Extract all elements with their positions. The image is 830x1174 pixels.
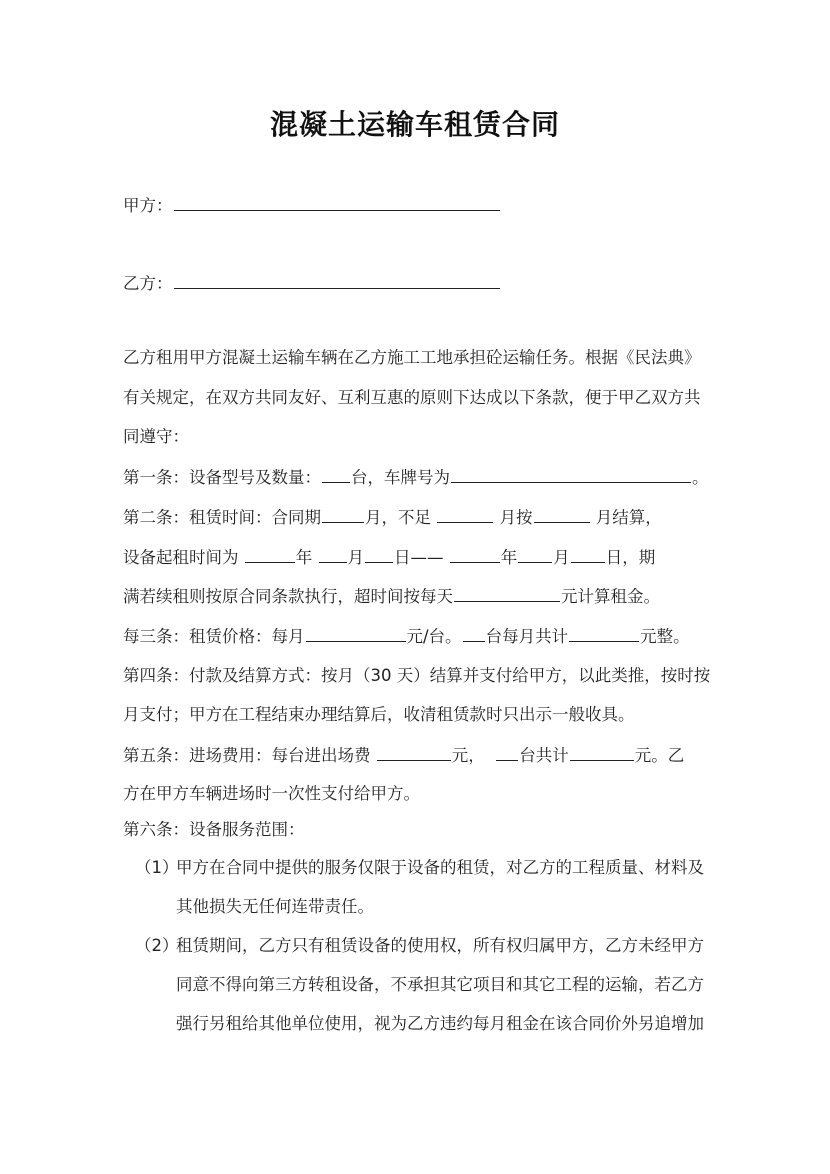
blank[interactable]: [451, 466, 691, 483]
party-a-line: [123, 194, 501, 217]
intro-line: 同遵守：: [123, 427, 189, 446]
text: 日，期: [605, 548, 656, 567]
intro-line: 有关规定，在双方共同友好、互利互惠的原则下达成以下条款，便于甲乙双方共: [123, 388, 701, 407]
blank[interactable]: [450, 546, 500, 563]
intro-line: 乙方租用甲方混凝土运输车辆在乙方施工工地承担砼运输任务。根据《民法典》: [123, 348, 701, 367]
blank[interactable]: [569, 625, 639, 642]
blank[interactable]: [245, 546, 295, 563]
article-2: [123, 506, 662, 529]
text: 第一条：设备型号及数量：: [123, 468, 321, 487]
article-3: [123, 625, 690, 648]
party-b-line: [123, 272, 501, 295]
text: 每三条：租赁价格：每月: [123, 627, 305, 646]
blank[interactable]: [571, 546, 605, 563]
blank[interactable]: [463, 625, 485, 642]
article-5-cont: 方在甲方车辆进场时一次性支付给甲方。: [123, 784, 420, 803]
text: 月: [553, 548, 570, 567]
party-b-label: 乙方：: [123, 274, 173, 293]
article-1: [123, 466, 709, 489]
document-title: 混凝土运输车租赁合同: [269, 108, 560, 141]
blank[interactable]: [437, 506, 493, 523]
blank[interactable]: [365, 546, 393, 563]
text: 年: [295, 548, 313, 567]
text: 元/台。: [406, 627, 462, 646]
text: 日——: [394, 548, 444, 567]
article-4-cont: 月支付；甲方在工程结束办理结算后，收清租赁款时只出示一般收具。: [123, 705, 635, 724]
text: 月结算，: [595, 508, 662, 527]
article-2-cont: [123, 585, 660, 608]
item-number: （1）: [135, 858, 179, 877]
text: 台，车牌号为: [351, 468, 450, 487]
article-2-dates: [123, 546, 655, 569]
article-5: [123, 744, 684, 767]
text: 设备起租时间为: [123, 548, 239, 567]
blank[interactable]: [570, 744, 634, 761]
text: 台每月共计: [485, 627, 569, 646]
item-line: 强行另租给其他单位使用，视为乙方违约每月租金在该合同价外另追增加: [176, 1014, 704, 1033]
item-line: 其他损失无任何连带责任。: [176, 897, 374, 916]
party-a-blank[interactable]: [174, 194, 500, 211]
text: 台共计: [519, 746, 569, 765]
blank[interactable]: [496, 744, 518, 761]
article-6: 第六条：设备服务范围：: [123, 820, 305, 839]
text: 月，不足: [365, 508, 431, 527]
blank[interactable]: [377, 744, 451, 761]
item-line: 同意不得向第三方转租设备，不承担其它项目和其它工程的运输，若乙方: [176, 975, 704, 994]
item-line: 租赁期间，乙方只有租赁设备的使用权，所有权归属甲方，乙方未经甲方: [176, 936, 704, 955]
text: 月按: [499, 508, 533, 527]
text: 月: [347, 548, 364, 567]
item-number: （2）: [135, 936, 179, 955]
article-4: 第四条：付款及结算方式：按月（30 天）结算并支付给甲方，以此类推，按时按: [123, 666, 711, 685]
blank[interactable]: [534, 506, 590, 523]
party-b-blank[interactable]: [174, 272, 500, 289]
text: 年: [500, 548, 518, 567]
party-a-label: 甲方：: [123, 196, 173, 215]
blank[interactable]: [518, 546, 552, 563]
text: 元整。: [640, 627, 690, 646]
text: 第五条：进场费用：每台进出场费: [123, 746, 371, 765]
blank[interactable]: [306, 625, 406, 642]
blank[interactable]: [454, 585, 560, 602]
blank[interactable]: [322, 506, 364, 523]
text: 元计算租金。: [561, 587, 660, 606]
blank[interactable]: [322, 466, 350, 483]
text: 元，: [451, 746, 485, 765]
text: 。: [692, 468, 709, 487]
item-line: 甲方在合同中提供的服务仅限于设备的租赁，对乙方的工程质量、材料及: [176, 858, 704, 877]
text: 第二条：租赁时间：合同期: [123, 508, 321, 527]
text: 元。乙: [634, 746, 685, 765]
blank[interactable]: [319, 546, 347, 563]
text: 满若续租则按原合同条款执行，超时间按每天: [123, 587, 453, 606]
